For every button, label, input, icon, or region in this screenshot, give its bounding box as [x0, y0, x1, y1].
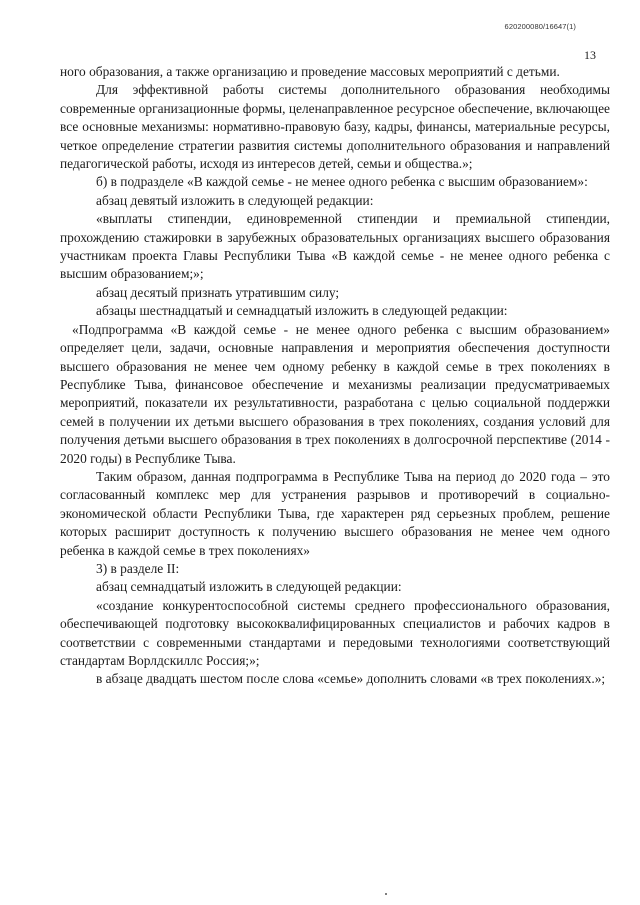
paragraph-section-ii: 3) в разделе II: [96, 560, 180, 576]
page-number: 13 [584, 48, 596, 62]
paragraph-competitive-system-quote: «создание конкурентоспособной системы среднего профессионального образования, обеспечивающей подготовку высококвалифицированных специалистов и рабочих кадров в соответствии с современными стандартами и передовыми технологиями соответствующий стандартам Ворлдскиллс Россия;»; [60, 597, 610, 668]
paragraph-seventeenth-abzac: абзац семнадцатый изложить в следующей редакции: [96, 579, 402, 595]
paragraph-thus: Таким образом, данная подпрограмма в Республике Тыва на период до 2020 года – это согласованный комплекс мер для устранения разрывов и противоречий в социально-экономической области Республики Тыва, где характерен ряд серьезных проблем, решение которых расширит доступность к получению высшего образования не менее чем одного ребенка в каждой семье в трех поколениях» [60, 468, 610, 558]
paragraph-subsection-b: б) в подразделе «В каждой семье - не менее одного ребенка с высшим образованием»: [96, 174, 588, 190]
paragraph-additional-education: Для эффективной работы системы дополнительного образования необходимы современные организационные формы, целенаправленное ресурсное обеспечение, включающее все основные механизмы: нормативно-правовую базу, кадры, финансы, материальные ресурсы, четкое определение стратегии развития системы дополнительного образования и направлений педагогической работы, исходя из интересов детей, семьи и общества.»; [60, 82, 610, 172]
document-body [60, 63, 610, 689]
scan-artifact-dot [385, 893, 387, 895]
paragraph-continuation: ного образования, а также организацию и проведение массовых мероприятий с детьми. [60, 64, 560, 79]
paragraph-scholarship-quote: «выплаты стипендии, единовременной стипендии и премиальной стипендии, прохождению стажировки в зарубежных образовательных организациях высшего образования участникам проекта Главы Республики Тыва «В каждой семье - не менее одного ребенка с высшим образованием;»; [60, 211, 610, 282]
paragraph-tenth-abzac: абзац десятый признать утратившим силу; [96, 284, 340, 300]
paragraph-sixteenth-seventeenth: абзацы шестнадцатый и семнадцатый изложить в следующей редакции: [96, 303, 508, 319]
document-code: 620200080/16647(1) [504, 22, 576, 31]
paragraph-ninth-abzac: абзац девятый изложить в следующей редакции: [96, 192, 374, 208]
paragraph-twenty-sixth-abzac: в абзаце двадцать шестом после слова «семье» дополнить словами «в трех поколениях.»; [96, 671, 606, 687]
paragraph-subprogram-quote: «Подпрограмма «В каждой семье - не менее одного ребенка с высшим образованием» определяет цели, задачи, основные направления и мероприятия обеспечения доступности высшего образования не менее чем одному ребенку в каждой семье в трех поколениях в Республике Тыва, финансовое обеспечение и механизмы реализации предусматриваемых мероприятий, показатели их результативности, разработана с целью социальной поддержки семей в получении их детьми высшего образования в трех поколениях, создания условий для получения детьми высшего образования в трех поколениях в долгосрочной перспективе (2014 - 2020 годы) в Республике Тыва. [60, 321, 610, 466]
